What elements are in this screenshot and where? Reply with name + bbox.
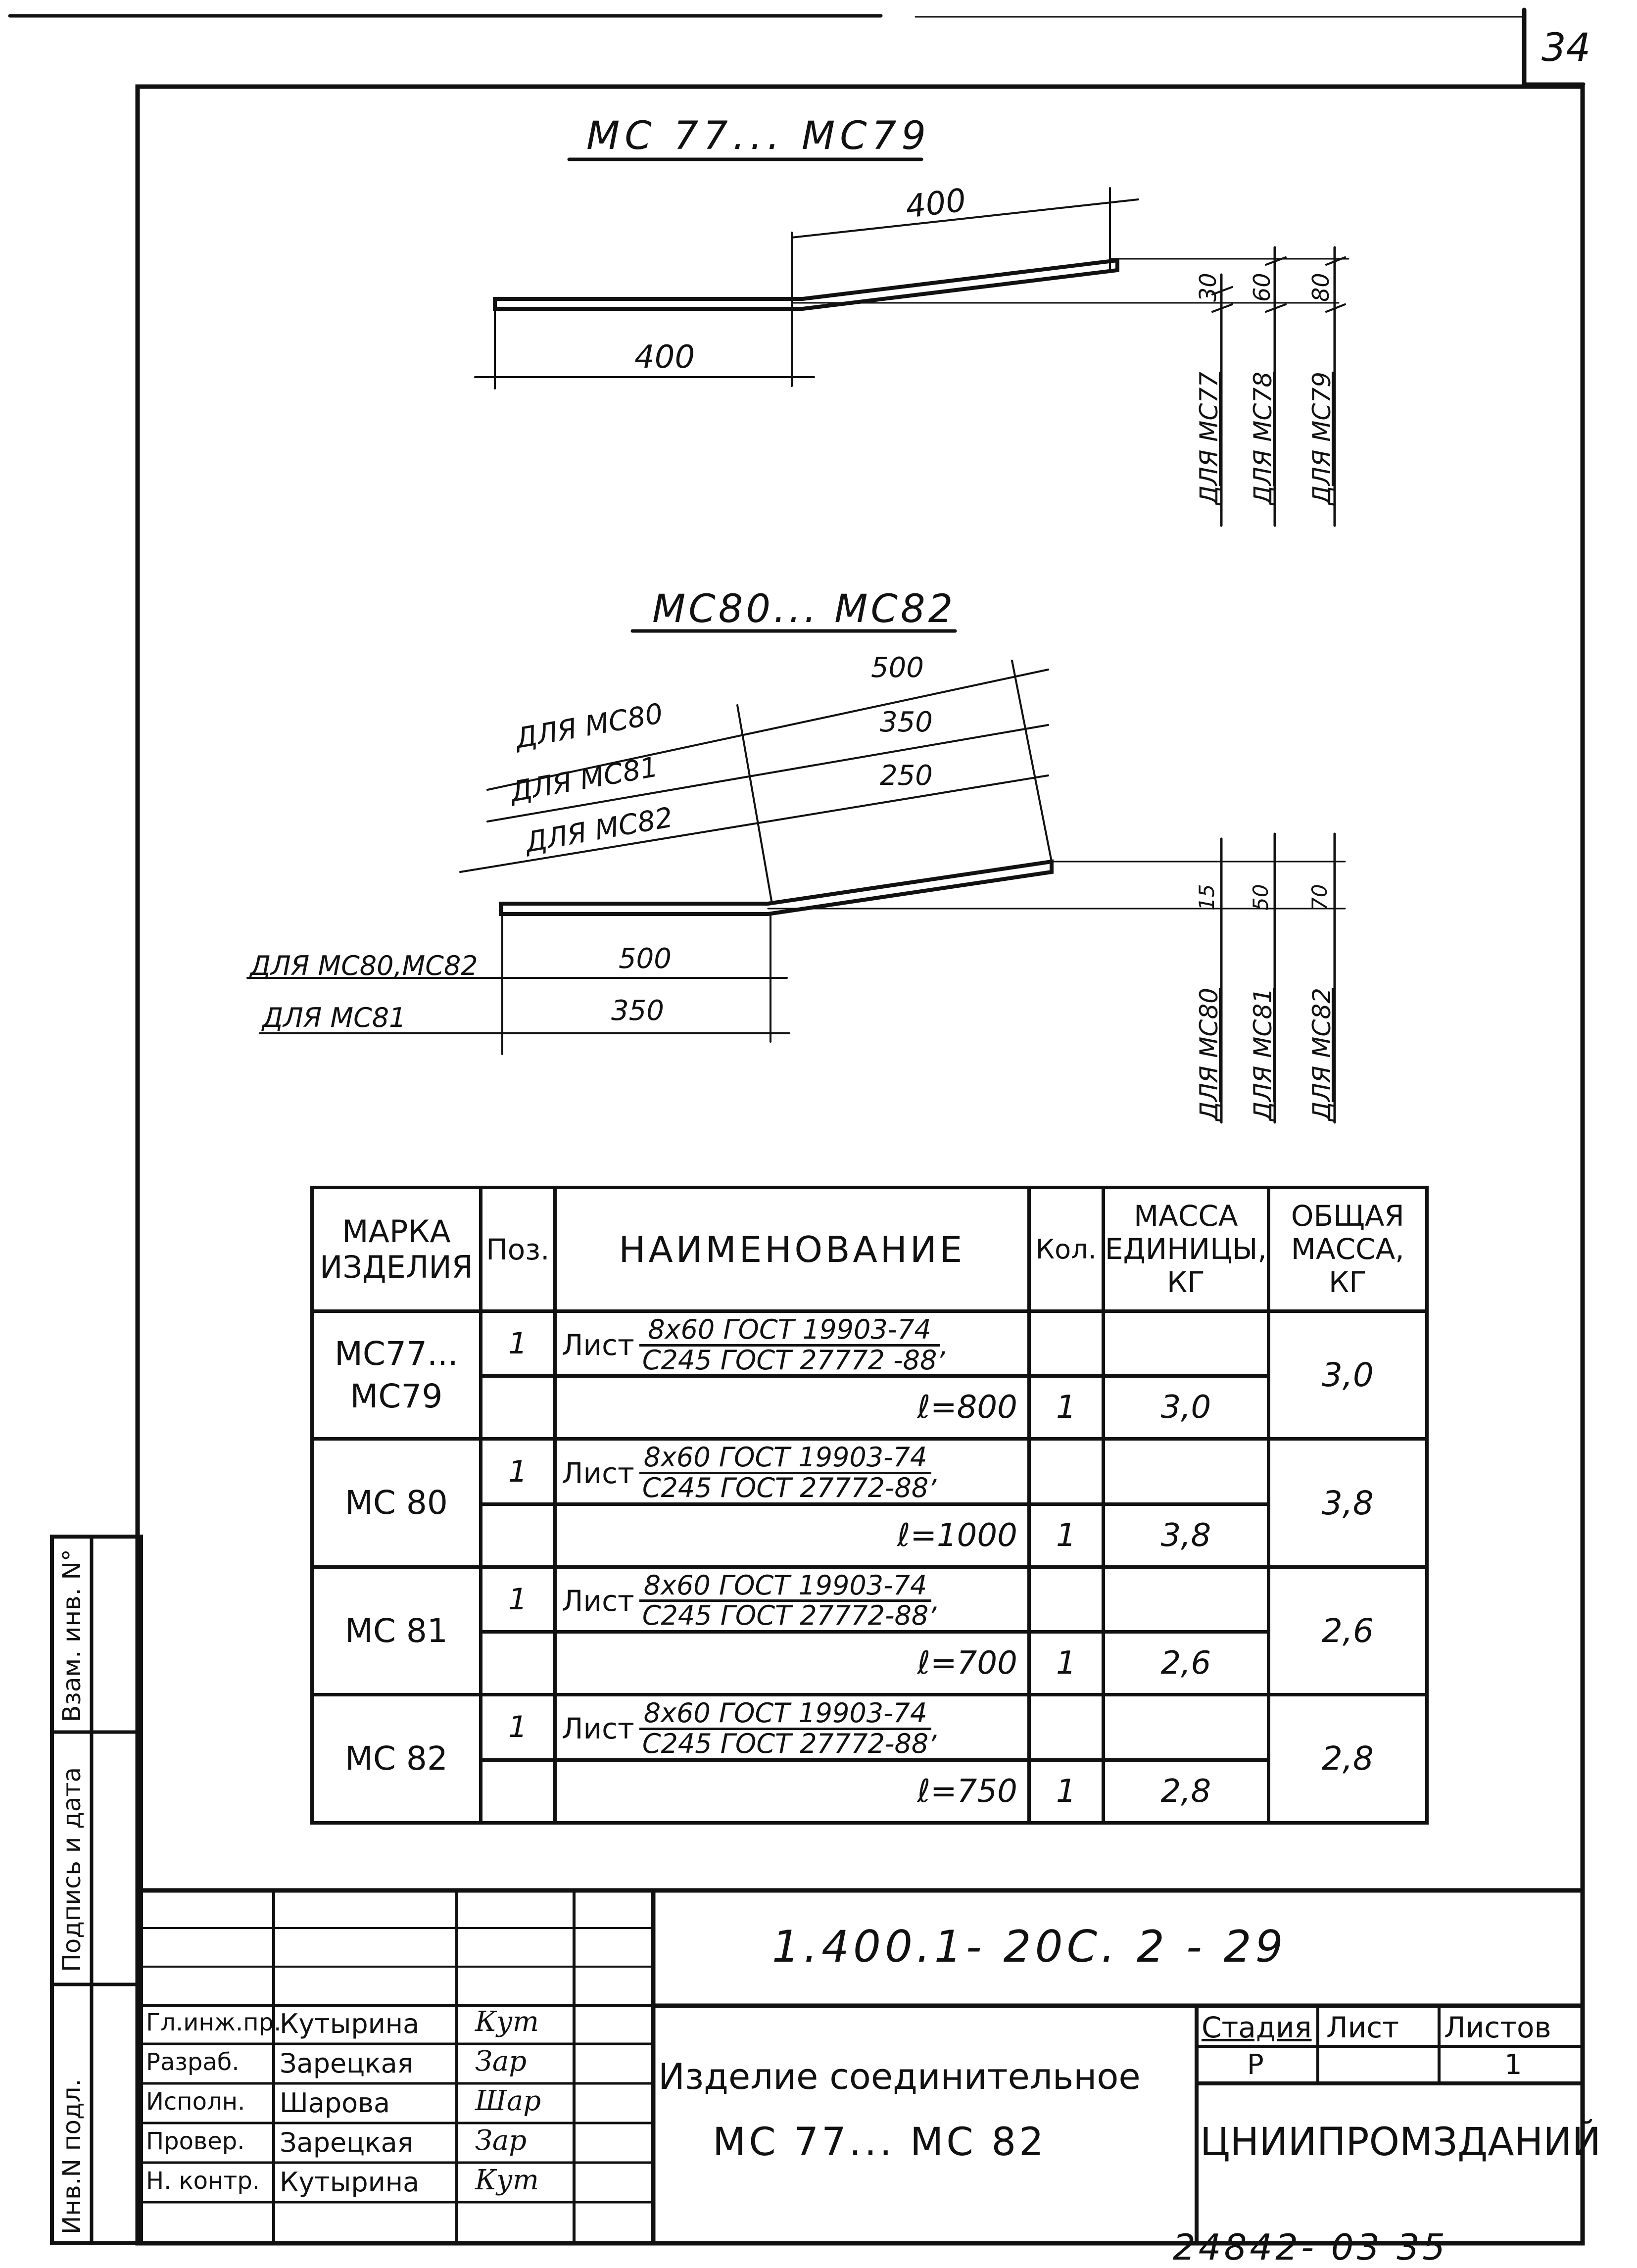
sheets-value: 1 bbox=[1504, 2049, 1522, 2081]
section2-for-mc80: ДЛЯ МС80 bbox=[1195, 988, 1223, 1121]
row-steel: С245 ГОСТ 27772-88 bbox=[642, 1728, 929, 1759]
name-checker: Зарецкая bbox=[280, 2127, 414, 2158]
row-profile: 8x60 ГОСТ 19903-74 bbox=[639, 1572, 931, 1602]
stamp-inv-podl: Инв.N подл. bbox=[57, 2078, 86, 2234]
table-row bbox=[312, 1695, 1427, 1760]
name-norm-control: Кутырина bbox=[280, 2167, 420, 2198]
section1-height-2: 60 bbox=[1249, 273, 1275, 302]
row-qty-empty bbox=[1029, 1439, 1103, 1504]
row-profile: 8x60 ГОСТ 19903-74 bbox=[639, 1316, 940, 1347]
row-qty: 1 bbox=[1029, 1504, 1103, 1567]
row-mark: МС 82 bbox=[312, 1695, 481, 1823]
row-total-mass: 3,0 bbox=[1268, 1311, 1427, 1439]
row-unit-mass-empty bbox=[1103, 1695, 1268, 1760]
signature-3: Шар bbox=[475, 2085, 541, 2117]
row-steel: С245 ГОСТ 27772-88 bbox=[642, 1600, 929, 1632]
name-executor: Шарова bbox=[280, 2087, 390, 2119]
section2-flat-for-mc81: ДЛЯ МС81 bbox=[262, 1002, 406, 1033]
name-developer: Зарецкая bbox=[280, 2048, 414, 2079]
signature-2: Зар bbox=[475, 2045, 527, 2077]
document-code: 1.400.1- 20С. 2 - 29 bbox=[772, 1921, 1287, 1972]
stage-label: Стадия bbox=[1202, 2011, 1312, 2044]
row-item-cell: Лист 8x60 ГОСТ 19903-74 С245 ГОСТ 27772 -88 , bbox=[555, 1311, 1029, 1376]
row-pos-empty bbox=[481, 1376, 555, 1439]
row-item: Лист bbox=[561, 1712, 634, 1746]
row-profile: 8x60 ГОСТ 19903-74 bbox=[639, 1699, 931, 1730]
role-checker: Провер. bbox=[146, 2127, 245, 2155]
section2-title: МС80... МС82 bbox=[652, 587, 956, 631]
row-steel: С245 ГОСТ 27772 -88 bbox=[642, 1344, 937, 1376]
row-pos-empty bbox=[481, 1504, 555, 1567]
section1-flat-dim: 400 bbox=[634, 339, 695, 376]
row-mark: МС 80 bbox=[312, 1439, 481, 1567]
item-marks: МС 77... МС 82 bbox=[713, 2120, 1047, 2165]
row-unit-mass: 2,8 bbox=[1103, 1760, 1268, 1823]
role-norm-control: Н. контр. bbox=[146, 2167, 260, 2195]
table-row bbox=[312, 1439, 1427, 1504]
section2-for-mc81: ДЛЯ МС81 bbox=[1249, 988, 1277, 1121]
header-total-mass: ОБЩАЯ МАССА, КГ bbox=[1268, 1188, 1427, 1311]
row-length: ℓ=1000 bbox=[555, 1504, 1029, 1567]
row-length: ℓ=700 bbox=[555, 1632, 1029, 1695]
signature-1: Кут bbox=[475, 2006, 539, 2038]
section2-slope-dim-1: 500 bbox=[871, 652, 924, 684]
row-total-mass: 2,6 bbox=[1268, 1567, 1427, 1694]
stamp-inv-replace: Взам. инв. N° bbox=[57, 1549, 86, 1722]
row-item-cell: Лист 8x60 ГОСТ 19903-74 С245 ГОСТ 27772-88 , bbox=[555, 1439, 1029, 1504]
section2-slope-for-mc82: ДЛЯ МС82 bbox=[523, 801, 675, 859]
header-mark: МАРКА ИЗДЕЛИЯ bbox=[312, 1188, 481, 1311]
row-length: ℓ=800 bbox=[555, 1376, 1029, 1439]
row-pos-empty bbox=[481, 1632, 555, 1695]
row-item: Лист bbox=[561, 1584, 634, 1618]
section1-for-mc78: ДЛЯ МС78 bbox=[1249, 372, 1277, 505]
item-title: Изделие соединительное bbox=[658, 2056, 1141, 2097]
signature-4: Зар bbox=[475, 2124, 527, 2157]
section2-slope-dim-3: 250 bbox=[880, 760, 933, 792]
section1-title: МС 77... МС79 bbox=[586, 114, 931, 158]
table-row bbox=[312, 1311, 1427, 1376]
section2-flat-dim-2: 350 bbox=[611, 995, 664, 1027]
row-length: ℓ=750 bbox=[555, 1760, 1029, 1823]
table-row bbox=[312, 1567, 1427, 1632]
row-qty-empty bbox=[1029, 1695, 1103, 1760]
row-qty: 1 bbox=[1029, 1632, 1103, 1695]
row-qty-empty bbox=[1029, 1567, 1103, 1632]
section2-height-2: 50 bbox=[1249, 884, 1273, 911]
row-pos: 1 bbox=[481, 1567, 555, 1632]
section1-height-1: 30 bbox=[1195, 273, 1221, 302]
section2-height-3: 70 bbox=[1307, 884, 1332, 911]
row-pos: 1 bbox=[481, 1439, 555, 1504]
row-pos: 1 bbox=[481, 1311, 555, 1376]
section1-for-mc79: ДЛЯ МС79 bbox=[1307, 372, 1336, 505]
row-unit-mass-empty bbox=[1103, 1311, 1268, 1376]
section2-slope-dim-2: 350 bbox=[880, 706, 933, 738]
role-developer: Разраб. bbox=[146, 2048, 240, 2076]
stamp-signature-date: Подпись и дата bbox=[57, 1767, 86, 1972]
row-total-mass: 2,8 bbox=[1268, 1695, 1427, 1823]
row-mark: МС77... МС79 bbox=[312, 1311, 481, 1439]
header-qty: Кол. bbox=[1029, 1188, 1103, 1311]
section2-slope-for-mc80: ДЛЯ МС80 bbox=[513, 697, 666, 755]
header-unit-mass: МАССА ЕДИНИЦЫ, КГ bbox=[1103, 1188, 1268, 1311]
stage-value: Р bbox=[1247, 2049, 1264, 2081]
row-item: Лист bbox=[561, 1456, 634, 1490]
table-header-row bbox=[312, 1188, 1427, 1311]
row-steel: С245 ГОСТ 27772-88 bbox=[642, 1472, 929, 1504]
row-unit-mass-empty bbox=[1103, 1439, 1268, 1504]
specification-table bbox=[310, 1186, 1429, 1825]
row-profile: 8x60 ГОСТ 19903-74 bbox=[639, 1444, 931, 1474]
row-pos: 1 bbox=[481, 1695, 555, 1760]
row-qty: 1 bbox=[1029, 1760, 1103, 1823]
section1-slope-dim: 400 bbox=[903, 182, 968, 226]
row-item-cell: Лист 8x60 ГОСТ 19903-74 С245 ГОСТ 27772-88 , bbox=[555, 1567, 1029, 1632]
header-name: НАИМЕНОВАНИЕ bbox=[555, 1188, 1029, 1311]
row-unit-mass: 3,0 bbox=[1103, 1376, 1268, 1439]
section2-flat-for-mc80-mc82: ДЛЯ МС80,МС82 bbox=[250, 950, 478, 981]
row-item: Лист bbox=[561, 1328, 634, 1362]
sheet-number: 34 bbox=[1541, 26, 1591, 70]
section2-height-1: 15 bbox=[1195, 884, 1219, 911]
row-total-mass: 3,8 bbox=[1268, 1439, 1427, 1567]
row-qty-empty bbox=[1029, 1311, 1103, 1376]
row-pos-empty bbox=[481, 1760, 555, 1823]
row-item-cell: Лист 8x60 ГОСТ 19903-74 С245 ГОСТ 27772-88 , bbox=[555, 1695, 1029, 1760]
sheets-label: Листов bbox=[1444, 2011, 1551, 2044]
section1-for-mc77: ДЛЯ МС77 bbox=[1195, 372, 1223, 505]
signature-5: Кут bbox=[475, 2164, 539, 2196]
role-executor: Исполн. bbox=[146, 2088, 245, 2116]
section2-slope-for-mc81: ДЛЯ МС81 bbox=[508, 751, 661, 809]
bottom-doc-number: 24842- 03 35 bbox=[1173, 2226, 1448, 2268]
row-unit-mass: 3,8 bbox=[1103, 1504, 1268, 1567]
section1-height-3: 80 bbox=[1307, 273, 1334, 302]
organization-name: ЦНИИПРОМЗДАНИЙ bbox=[1200, 2120, 1601, 2165]
header-pos: Поз. bbox=[481, 1188, 555, 1311]
section2-flat-dim-1: 500 bbox=[619, 943, 672, 975]
section2-for-mc82: ДЛЯ МС82 bbox=[1307, 988, 1336, 1121]
row-qty: 1 bbox=[1029, 1376, 1103, 1439]
sheet-label: Лист bbox=[1326, 2011, 1399, 2044]
row-unit-mass-empty bbox=[1103, 1567, 1268, 1632]
row-unit-mass: 2,6 bbox=[1103, 1632, 1268, 1695]
role-chief-engineer: Гл.инж.пр. bbox=[146, 2009, 282, 2036]
row-mark: МС 81 bbox=[312, 1567, 481, 1694]
name-chief-engineer: Кутырина bbox=[280, 2008, 420, 2039]
